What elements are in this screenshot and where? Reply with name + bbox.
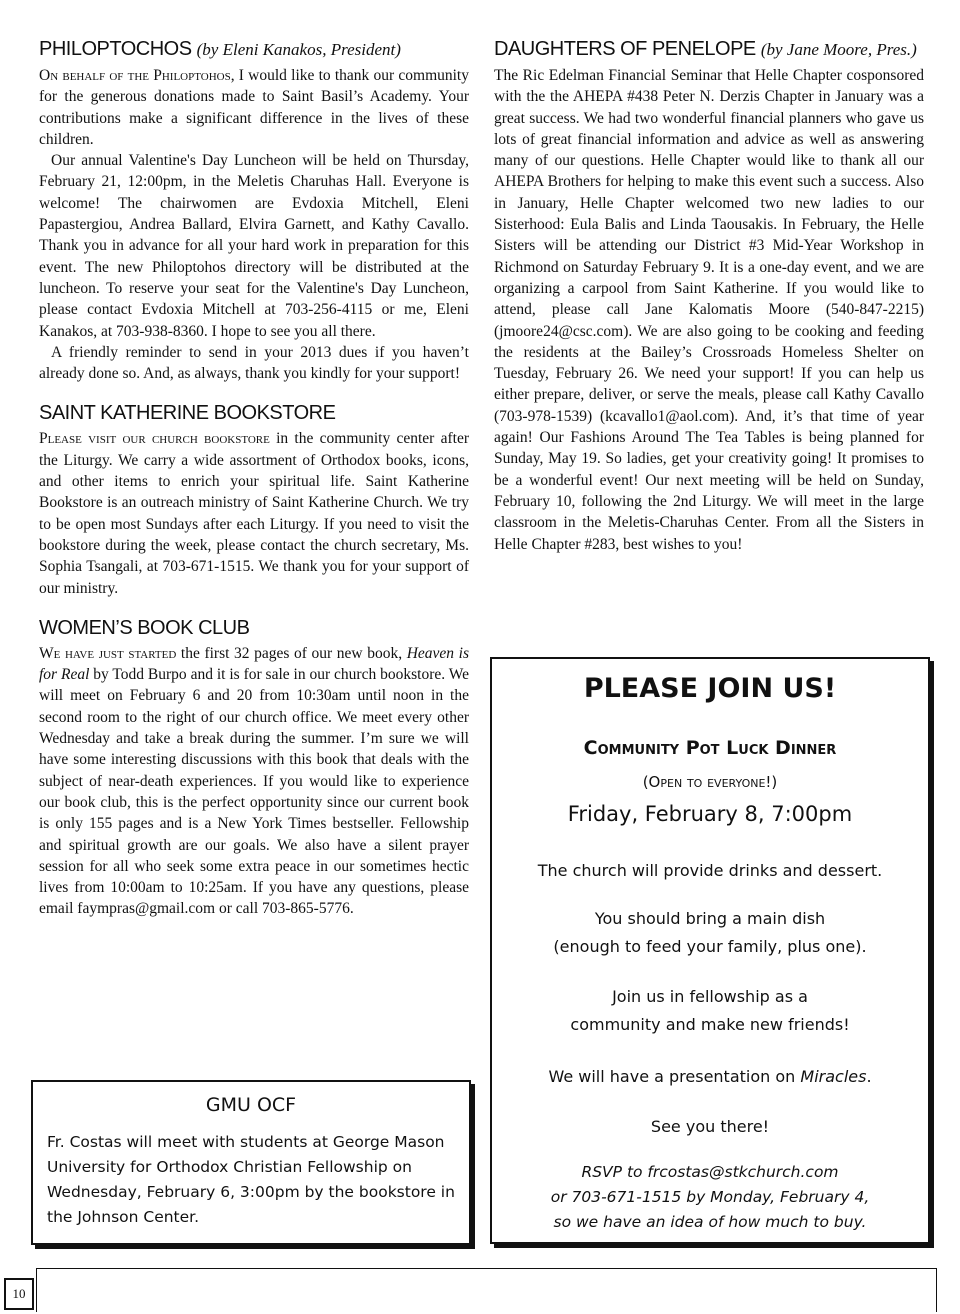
bookclub-section [39,617,469,920]
gmu-ocf-body: Fr. Costas will meet with students at George Mason University for Orthodox Christian Fellowship on Wednesday, February 6, 3:00pm by the bookstore in the Johnson Center. [47,1133,455,1226]
potluck-open-note: (Open to everyone!) [642,773,778,791]
page-number: 10 [4,1278,34,1310]
footer-right-rule [936,1268,937,1312]
bookclub-lead: We have just started [39,644,177,662]
philoptochos-section [39,38,469,384]
spacer [39,599,469,617]
bookclub-paragraph [39,643,469,920]
potluck-see-you: See you there! [650,1117,770,1136]
potluck-event-title: Community Pot Luck Dinner [583,737,837,759]
penelope-heading [494,38,924,61]
potluck-presentation-text: We will have a presentation on [548,1067,801,1086]
penelope-title: DAUGHTERS OF PENELOPE [494,38,761,60]
potluck-rsvp [492,1160,928,1235]
potluck-line-main-dish [492,905,928,961]
potluck-rsvp-line-3: so we have an idea of how much to buy. [553,1213,867,1231]
philoptochos-p1-text: I would like to thank our community for the generous donations made to Saint Basil’s Academy. Your contributions make a significant difference in the lives of these children. [39,67,469,148]
footer-rule [36,1268,936,1269]
potluck-line-main-dish-a: You should bring a main dish [594,909,826,928]
philoptochos-heading [39,38,469,61]
bookclub-heading: WOMEN’S BOOK CLUB [39,616,250,639]
potluck-box [490,657,930,1244]
potluck-date: Friday, February 8, 7:00pm [567,802,853,826]
penelope-paragraph: The Ric Edelman Financial Seminar that Helle Chapter cosponsored with the the AHEPA #438 Peter N. Derzis Chapter in January was a great success. We had two wonderful financial planners who gave us lots of great financial information and advice as well as answering many of our questions. Helle Chapter would like to thank all our AHEPA Brothers for helping to make this event such a success. Also in January, Helle Chapter welcomed two new ladies to our Sisterhood: Eula Balis and Linda Taousakis. In February, the Helle Sisters will be attending our District #3 Mid-Year Workshop in Richmond on Saturday February 9. It is a one-day event, and we are organizing a carpool from Saint Katherine. If you would like to attend, please call Jane Kalomatis Moore (540-847-2215) (jmoore24@csc.com). We are also going to be cooking and feeding the residents at the Bailey’s Crossroads Homeless Shelter on Tuesday, February 26. We need your support! If you can help us either prepare, deliver, or serve the meals, please call Kathy Cavallo (703-978-1539) (kcavallo1@aol.com). And, it’s that time of year again! Our Fashions Around The Tea Tables is being planned for Sunday, May 19. So ladies, get your creativity going! It promises to be a wonderful event! Our next meeting will be held on Sunday, February 10, following the 2nd Liturgy. We will meet in the large classroom in the Meletis-Charuhas Center. From all the Sisters in Helle Chapter #283, best wishes to you! [494,67,924,553]
left-column [39,38,469,920]
bookclub-book-title: Heaven is for Real [39,644,469,684]
potluck-rsvp-line-1: RSVP to frcostas@stkchurch.com [581,1163,839,1181]
potluck-line-drinks: The church will provide drinks and dessert. [537,861,883,880]
philoptochos-title: PHILOPTOCHOS [39,38,197,60]
potluck-presentation-title: Miracles [800,1067,867,1086]
potluck-line-fellowship-b: community and make new friends! [570,1015,850,1034]
philoptochos-paragraph-3: A friendly reminder to send in your 2013 dues if you haven’t already done so. And, as always, thank you kindly for your support! [39,343,469,383]
bookstore-heading: SAINT KATHERINE BOOKSTORE [39,402,336,425]
philoptochos-paragraph-1 [39,65,469,150]
potluck-line-fellowship-a: Join us in fellowship as a [612,987,808,1006]
philoptochos-byline: (by Eleni Kanakos, President) [196,40,401,59]
bookclub-body-b: by Todd Burpo and it is for sale in our church bookstore. We will meet on February 6 and 20 from 10:30am until noon in the second room to the right of our church office. We meet every other Wednesday and take a break during the summer. I’m sure we will have some interesting discussions with this book that deals with the subject of near-death experiences. If you would like to experience our book club, this is the perfect opportunity since our current book is only 155 pages and is a New York Times bestseller. Fellowship and spiritual growth are our goals. We also have a silent prayer session for all who seek some extra peace in our sometimes hectic lives from 10:00am to 10:25am. If you have any questions, please email faympras@gmail.com or call 703-865-5776. [39,666,469,918]
penelope-section [494,38,924,555]
philoptochos-lead: On behalf of the Philoptohos, [39,67,235,84]
penelope-byline: (by Jane Moore, Pres.) [760,40,917,59]
potluck-heading: PLEASE JOIN US! [583,673,837,704]
potluck-line-presentation [492,1063,928,1091]
potluck-line-main-dish-b: (enough to feed your family, plus one). [553,937,867,956]
bookstore-paragraph [39,428,469,598]
potluck-line-fellowship [492,983,928,1039]
potluck-presentation-period: . [866,1067,872,1086]
potluck-rsvp-line-2: or 703-671-1515 by Monday, February 4, [550,1188,870,1206]
bookstore-section [39,402,469,598]
footer-left-rule [36,1268,37,1312]
bookstore-body: in the community center after the Liturgy. We carry a wide assortment of Orthodox books, icons, and other items to enrich your spiritual life. Saint Katherine Bookstore is an outreach ministry of Saint Katherine Church. We try to be open most Sundays after each Liturgy. If you need to visit the bookstore during the week, please contact the church secretary, Ms. Sophia Tsangali, at 703-671-1515. We thank you for your support of our ministry. [39,430,469,597]
spacer [39,384,469,402]
gmu-ocf-title: GMU OCF [205,1094,297,1116]
right-column [494,38,924,555]
gmu-ocf-box [31,1080,471,1245]
philoptochos-paragraph-2: Our annual Valentine's Day Luncheon will be held on Thursday, February 21, 12:00pm, in the Meletis Charuhas Hall. Everyone is welcome! The chairwomen are Evdoxia Mitchell, Eleni Papastergiou, Andrea Ballard, Elvira Garnett, and Kathy Cavallo. Thank you in advance for all your hard work in preparation for this event. The new Philoptohos directory will be distributed at the luncheon. To reserve your seat for the Valentine's Day Luncheon, please contact Evdoxia Mitchell at 703-256-4115 or me, Eleni Kanakos, at 703-938-8360. I hope to see you all there. [39,152,469,340]
bookstore-lead: Please visit our church bookstore [39,430,270,448]
bookclub-body-a: the first 32 pages of our new book, [176,644,407,662]
